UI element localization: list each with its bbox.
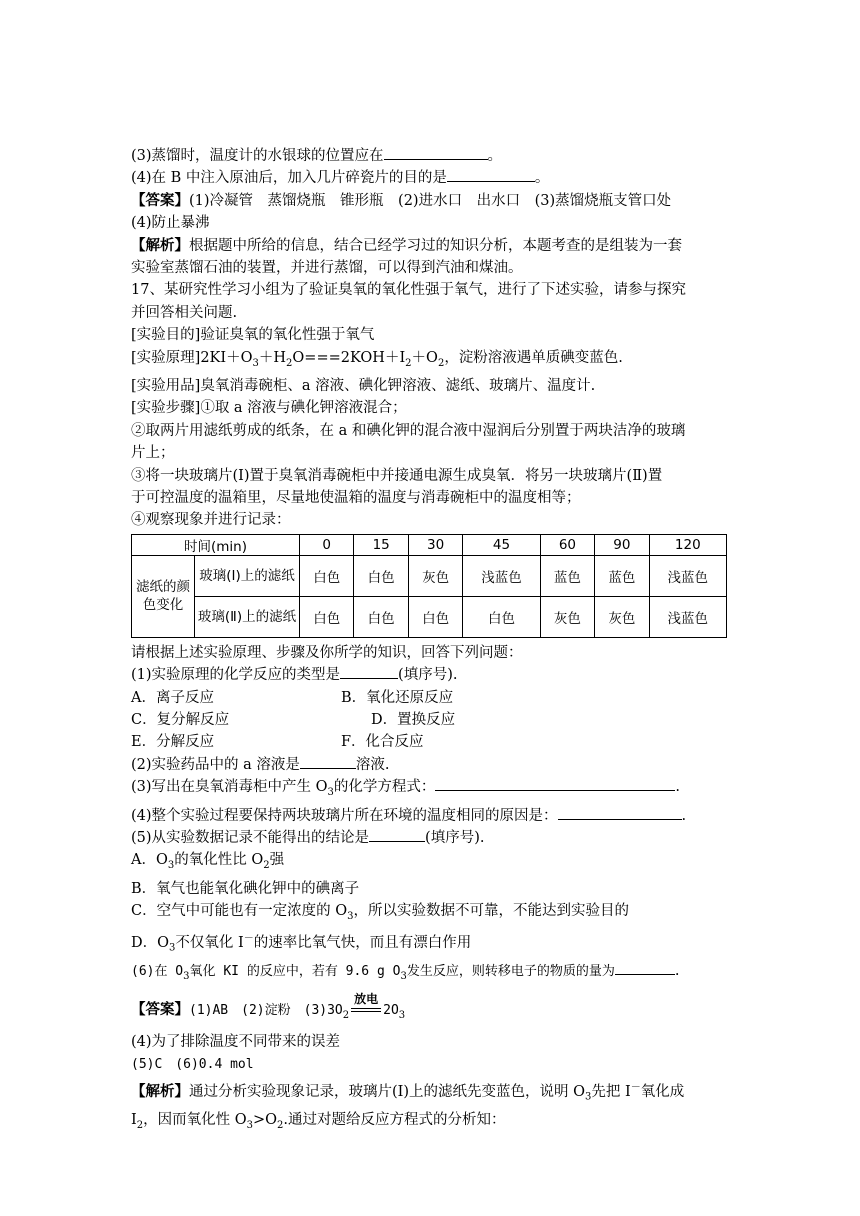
q16-part4: (4)在 B 中注入原油后，加入几片碎瓷片的目的是 。 bbox=[131, 167, 731, 189]
table-cell: 浅蓝色 bbox=[649, 555, 726, 596]
table-cell: 灰色 bbox=[595, 596, 649, 637]
q17-step2-cont: 片上； bbox=[131, 445, 175, 462]
q17-intro-cont: 并回答相关问题. bbox=[131, 304, 238, 321]
table-cell: 蓝色 bbox=[595, 555, 649, 596]
table-row-label: 玻璃(Ⅰ)上的滤纸 bbox=[195, 555, 300, 596]
table-cell: 蓝色 bbox=[540, 555, 594, 596]
q17-answer-4: (4)为了排除温度不同带来的误差 bbox=[131, 1034, 341, 1051]
table-row-label: 玻璃(Ⅱ)上的滤纸 bbox=[195, 596, 300, 637]
q17-options-cd: C．复分解反应 D．置换反应 bbox=[131, 712, 456, 729]
table-cell: 白色 bbox=[300, 596, 354, 637]
q17-ask: 请根据上述实验原理、步骤及你所学的知识，回答下列问题： bbox=[131, 644, 523, 661]
table-header-time: 时间(min) bbox=[132, 534, 300, 555]
table-header-cell: 15 bbox=[354, 534, 408, 555]
table-header-cell: 60 bbox=[540, 534, 594, 555]
answer-blank[interactable] bbox=[615, 960, 675, 975]
q17-question2: (2)实验药品中的 a 溶液是 溶液. bbox=[131, 754, 731, 776]
answer-blank[interactable] bbox=[384, 145, 488, 160]
q17-step3: ③将一块玻璃片(Ⅰ)置于臭氧消毒碗柜中并接通电源生成臭氧．将另一块玻璃片(Ⅱ)置 bbox=[131, 467, 663, 484]
discharge-arrow: 放电 bbox=[349, 999, 383, 1021]
q17-question6: (6)在 $O_3$氧化 KI 的反应中，若有 9.6 g $O_3$发生反应，则转移电子的物质的量为 . bbox=[131, 960, 731, 988]
table-header-cell: 120 bbox=[649, 534, 726, 555]
q16-part3: (3)蒸馏时，温度计的水银球的位置应在 。 bbox=[131, 145, 731, 167]
q17-intro: 17、某研究性学习小组为了验证臭氧的氧化性强于氧气，进行了下述实验，请参与探究 bbox=[131, 282, 686, 299]
q17-question4: (4)整个实验过程要保持两块玻璃片所在环境的温度相同的原因是： . bbox=[131, 805, 731, 827]
table-row bbox=[132, 555, 727, 596]
table-row bbox=[132, 596, 727, 637]
q16-analysis-cont: 实验室蒸馏石油的装置，并进行蒸馏，可以得到汽油和煤油。 bbox=[131, 260, 523, 277]
document-content bbox=[131, 145, 731, 1137]
q17-options-ab: A．离子反应 B．氧化还原反应 bbox=[131, 689, 454, 706]
q17-question5: (5)从实验数据记录不能得出的结论是 (填序号). bbox=[131, 827, 731, 849]
q17-answer-5-6: (5)C (6)0.4 mol bbox=[131, 1057, 254, 1073]
answer-blank[interactable] bbox=[340, 664, 398, 679]
table-header-cell: 90 bbox=[595, 534, 649, 555]
table-header-cell: 0 bbox=[300, 534, 354, 555]
table-group-label: 滤纸的颜色变化 bbox=[132, 555, 195, 637]
q17-analysis-cont: $I_2$，因而氧化性 $O_3>O_2$.通过对题给反应方程式的分析知： bbox=[131, 1112, 506, 1131]
table-header-cell: 30 bbox=[408, 534, 462, 555]
q17-choice-a: A．$O_3$的氧化性比 $O_2$强 bbox=[131, 852, 285, 872]
answer-blank[interactable] bbox=[435, 776, 675, 791]
q17-choice-b: B．氧气也能氧化碘化钾中的碘离子 bbox=[131, 880, 360, 897]
q17-answer: 【答案】(1)AB (2)淀粉 $(3)3O_2$ 放电 $2O_3$ bbox=[131, 991, 406, 1021]
observation-table bbox=[131, 534, 727, 638]
q16-analysis: 【解析】根据题中所给的信息，结合已经学习过的知识分析，本题考查的是组装为一套 bbox=[131, 236, 682, 254]
answer-blank[interactable] bbox=[300, 754, 356, 769]
q16-answer: 【答案】(1)冷凝管 蒸馏烧瓶 锥形瓶 (2)进水口 出水口 (3)蒸馏烧瓶支管口处 bbox=[131, 191, 672, 209]
q17-analysis: 【解析】通过分析实验现象记录，玻璃片(Ⅰ)上的滤纸先变蓝色，说明 $O_3$先把 I－氧化成 bbox=[131, 1081, 685, 1103]
q17-step2: ②取两片用滤纸剪成的纸条，在 a 和碘化钾的混合液中湿润后分别置于两块洁净的玻璃 bbox=[131, 422, 686, 439]
table-cell: 浅蓝色 bbox=[463, 555, 540, 596]
q17-step3-cont: 于可控温度的温箱里，尽量地使温箱的温度与消毒碗柜中的温度相等； bbox=[131, 489, 581, 506]
table-cell: 浅蓝色 bbox=[649, 596, 726, 637]
answer-blank[interactable] bbox=[369, 827, 425, 842]
q17-choice-d: D．$O_3$不仅氧化 I－的速率比氧气快，而且有漂白作用 bbox=[131, 933, 472, 955]
q17-purpose: [实验目的]验证臭氧的氧化性强于氧气 bbox=[131, 327, 375, 344]
q17-step1: [实验步骤]①取 a 溶液与碘化钾溶液混合； bbox=[131, 400, 407, 417]
q17-materials: [实验用品]臭氧消毒碗柜、a 溶液、碘化钾溶液、滤纸、玻璃片、温度计. bbox=[131, 377, 596, 394]
q17-question1: (1)实验原理的化学反应的类型是 (填序号). bbox=[131, 664, 731, 686]
q17-choice-c: C．空气中可能也有一定浓度的 $O_3$，所以实验数据不可靠，不能达到实验目的 bbox=[131, 903, 629, 922]
q17-question3: (3)写出在臭氧消毒柜中产生 $O_3$的化学方程式： . bbox=[131, 776, 731, 804]
table-cell: 白色 bbox=[354, 596, 408, 637]
table-cell: 白色 bbox=[354, 555, 408, 596]
q16-answer-cont: (4)防止暴沸 bbox=[131, 215, 210, 232]
table-header-row bbox=[132, 534, 727, 555]
answer-blank[interactable] bbox=[558, 805, 682, 820]
table-cell: 灰色 bbox=[408, 555, 462, 596]
table-cell: 白色 bbox=[408, 596, 462, 637]
q17-options-ef: E．分解反应 F．化合反应 bbox=[131, 734, 424, 751]
table-cell: 白色 bbox=[463, 596, 540, 637]
q17-step4: ④观察现象并进行记录： bbox=[131, 512, 291, 529]
q17-principle: [实验原理]$2KI+O_3+H_2O===2KOH+I_2+O_2$，淀粉溶液遇单质碘变蓝色. bbox=[131, 349, 623, 369]
table-cell: 灰色 bbox=[540, 596, 594, 637]
table-cell: 白色 bbox=[300, 555, 354, 596]
answer-blank[interactable] bbox=[447, 167, 535, 182]
table-header-cell: 45 bbox=[463, 534, 540, 555]
